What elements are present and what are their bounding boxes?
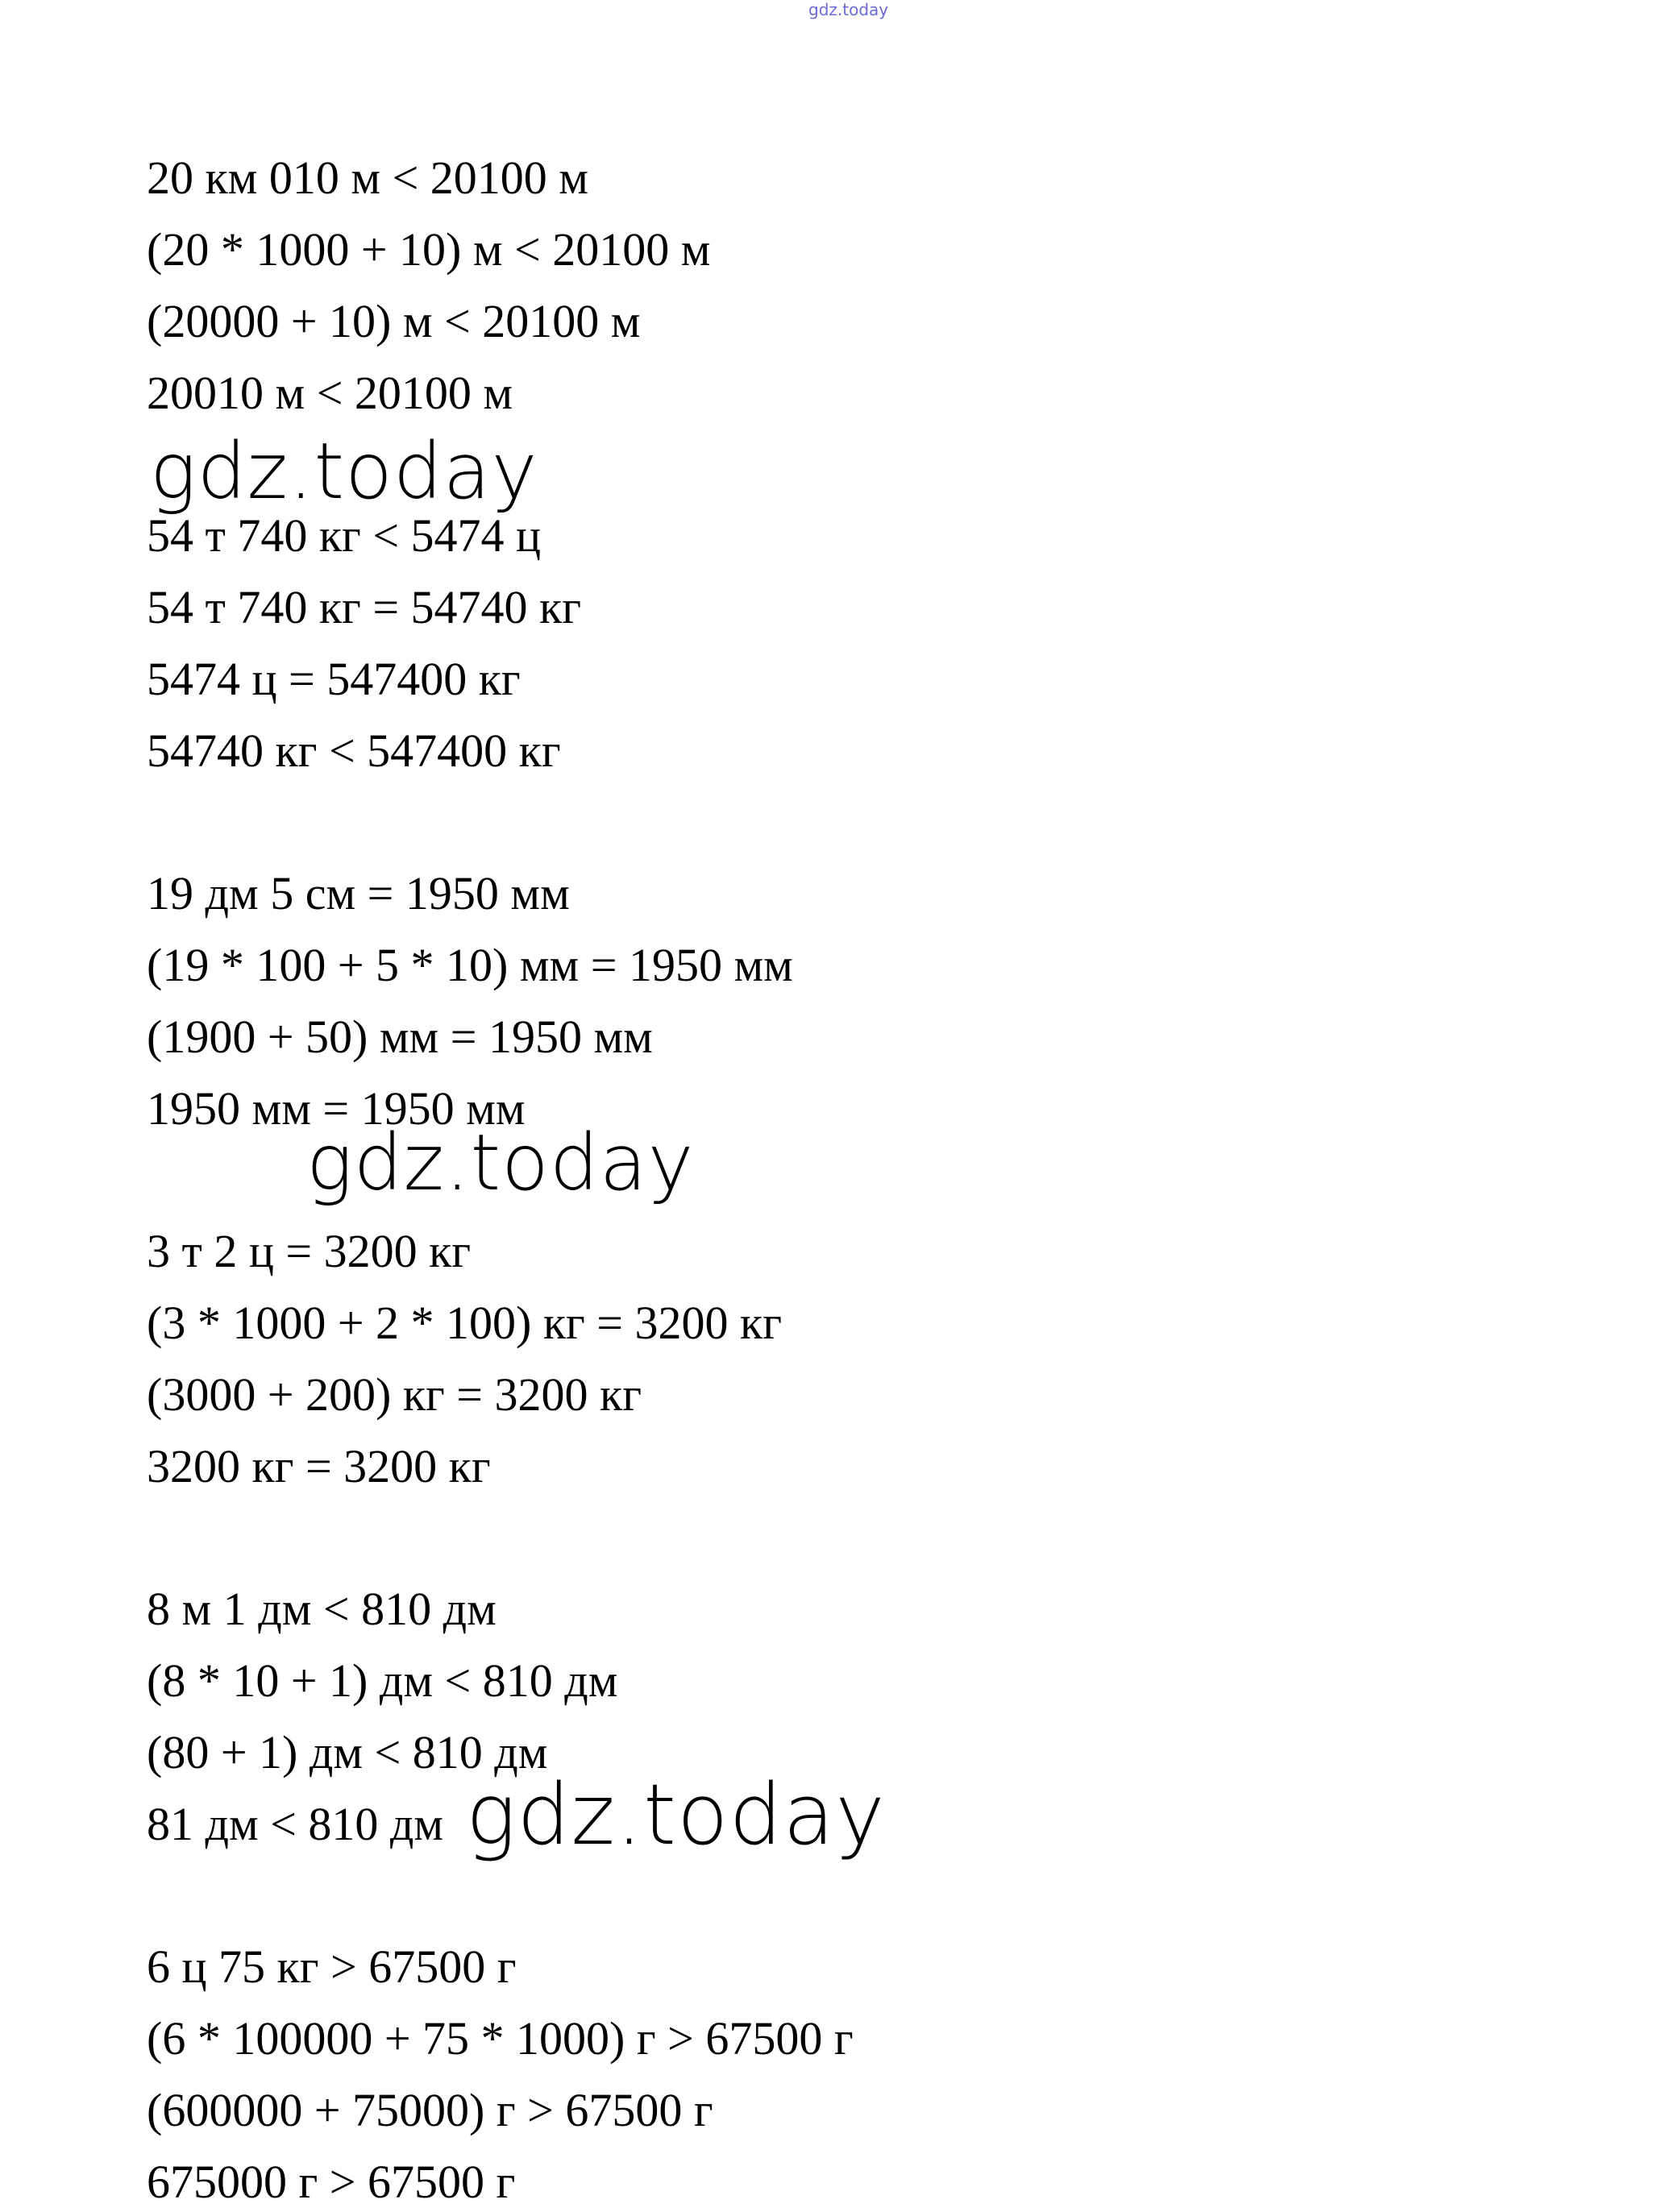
watermark-gdz-today: gdz.today	[150, 426, 538, 517]
watermark-gdz-today: gdz.today	[466, 1766, 886, 1864]
equation-line: (6 * 100000 + 75 * 1000) г > 67500 г	[147, 2012, 854, 2065]
equation-line: 3200 кг = 3200 кг	[147, 1440, 491, 1492]
equation-line: (1900 + 50) мм = 1950 мм	[147, 1011, 653, 1063]
equation-line: 54 т 740 кг < 5474 ц	[147, 509, 542, 562]
equation-line: 54740 кг < 547400 кг	[147, 724, 561, 777]
equation-line: 675000 г > 67500 г	[147, 2156, 516, 2208]
watermark-gdz-today: gdz.today	[306, 1118, 695, 1208]
equation-line: 81 дм < 810 дм	[147, 1798, 444, 1850]
equation-line: (20 * 1000 + 10) м < 20100 м	[147, 223, 711, 276]
equation-line: 8 м 1 дм < 810 дм	[147, 1583, 497, 1635]
equation-line: (3000 + 200) кг = 3200 кг	[147, 1368, 642, 1421]
equation-line: 3 т 2 ц = 3200 кг	[147, 1225, 472, 1277]
equation-line: 20010 м < 20100 м	[147, 367, 513, 419]
equation-line: 20 км 010 м < 20100 м	[147, 151, 588, 204]
equation-line: (80 + 1) дм < 810 дм	[147, 1726, 548, 1778]
equation-line: 6 ц 75 кг > 67500 г	[147, 1940, 517, 1993]
equation-line: (600000 + 75000) г > 67500 г	[147, 2084, 713, 2136]
equation-line: 5474 ц = 547400 кг	[147, 653, 521, 705]
equation-line: 54 т 740 кг = 54740 кг	[147, 581, 581, 633]
equation-line: (8 * 10 + 1) дм < 810 дм	[147, 1654, 618, 1707]
equation-line: (3 * 1000 + 2 * 100) кг = 3200 кг	[147, 1297, 782, 1349]
header-watermark: gdz.today	[808, 0, 889, 19]
equation-line: 1950 мм = 1950 мм	[147, 1082, 526, 1135]
equation-line: 19 дм 5 см = 1950 мм	[147, 867, 570, 919]
equation-line: (20000 + 10) м < 20100 м	[147, 295, 641, 347]
equation-line: (19 * 100 + 5 * 10) мм = 1950 мм	[147, 939, 793, 991]
